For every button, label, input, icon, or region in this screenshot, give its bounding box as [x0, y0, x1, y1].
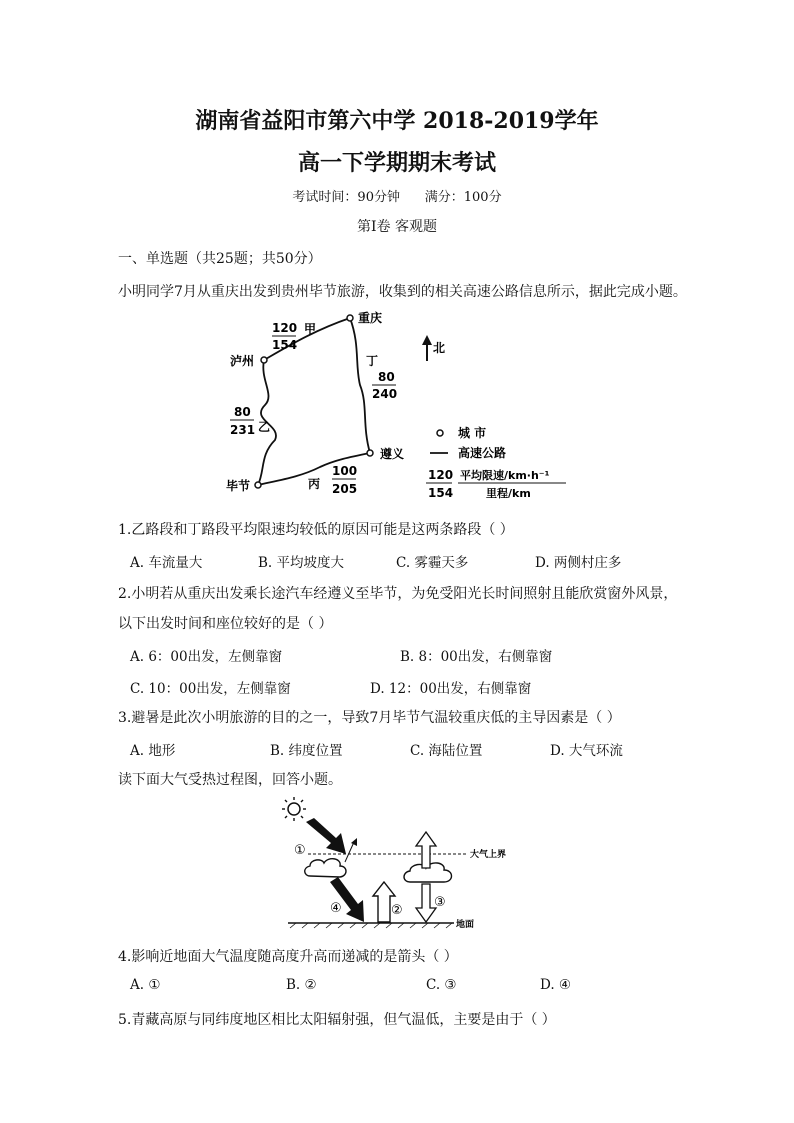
arrow-1-label: ① [294, 843, 306, 858]
city-zunyi-label: 遵义 [380, 447, 405, 461]
road-bing-distance: 205 [332, 482, 358, 496]
city-chongqing-label: 重庆 [358, 311, 383, 325]
road-bing-name: 丙 [308, 477, 321, 491]
q2-stem-line2: 以下出发时间和座位较好的是（ ） [118, 616, 333, 632]
section-heading: 一、单选题（共25题；共50分） [118, 251, 322, 267]
intro-diagram: 读下面大气受热过程图，回答小题。 [118, 772, 342, 788]
arrow-2-label: ② [391, 903, 403, 918]
q2-option-b: B. 8：00出发，右侧靠窗 [400, 649, 553, 665]
q2-stem-line1: 2.小明若从重庆出发乘长途汽车经遵义至毕节，为免受阳光长时间照射且能欣赏窗外风景， [118, 586, 678, 602]
road-ding [350, 318, 370, 453]
exam-meta: 考试时间：90分钟 满分：100分 [292, 190, 502, 205]
road-yi-distance: 231 [230, 423, 256, 437]
road-yi-name: 乙 [258, 420, 271, 434]
q4-option-a: A. ① [130, 977, 161, 993]
road-ding-speed: 80 [378, 370, 395, 384]
q3-option-b: B. 纬度位置 [270, 743, 343, 759]
north-arrow-icon [422, 335, 432, 361]
legend-distance-label: 里程/km [486, 487, 531, 500]
q1-option-d: D. 两侧村庄多 [535, 555, 622, 571]
city-luzhou-marker [261, 357, 267, 363]
road-ding-name: 丁 [366, 354, 379, 368]
q1-option-c: C. 雾霾天多 [396, 555, 469, 571]
q4-stem: 4.影响近地面大气温度随高度升高而递减的是箭头（ ） [118, 949, 458, 965]
city-luzhou-label: 泸州 [230, 354, 255, 368]
north-label: 北 [433, 341, 446, 355]
q3-option-a: A. 地形 [130, 743, 176, 759]
road-ding-distance: 240 [372, 387, 398, 401]
legend-speed-label: 平均限速/km·h⁻¹ [460, 469, 550, 482]
arrow-4-label: ④ [330, 901, 342, 916]
section-intro: 小明同学7月从重庆出发到贵州毕节旅游，收集到的相关高速公路信息所示，据此完成小题。 [118, 284, 687, 300]
ground-label: 地面 [456, 920, 475, 930]
q1-stem: 1.乙路段和丁路段平均限速均较低的原因可能是这两条路段（ ） [118, 522, 514, 538]
q2-option-c: C. 10：00出发，左侧靠窗 [130, 681, 291, 697]
legend-sample-distance: 154 [428, 486, 454, 500]
arrow-3-down [416, 884, 436, 922]
road-yi-speed: 80 [234, 405, 251, 419]
document-title: 湖南省益阳市第六中学 2018-2019学年 [195, 108, 599, 134]
city-bijie-label: 毕节 [226, 479, 251, 493]
atmosphere-heating-diagram [278, 796, 528, 934]
q4-option-c: C. ③ [426, 977, 457, 993]
atmosphere-top-label: 大气上界 [470, 850, 507, 860]
road-jia-speed: 120 [272, 321, 298, 335]
cloud-left [305, 859, 346, 877]
q5-stem: 5.青藏高原与同纬度地区相比太阳辐射强，但气温低，主要是由于（ ） [118, 1012, 556, 1028]
legend-highway-label: 高速公路 [458, 446, 507, 460]
legend-sample-speed: 120 [428, 468, 454, 482]
city-bijie-marker [255, 482, 261, 488]
q2-option-a: A. 6：00出发，左侧靠窗 [130, 649, 283, 665]
city-chongqing-marker [347, 315, 353, 321]
q3-option-d: D. 大气环流 [550, 743, 623, 759]
document-subtitle: 高一下学期期末考试 [297, 150, 496, 176]
road-bing-speed: 100 [332, 464, 358, 478]
legend-city-icon [437, 430, 443, 436]
arrow-1 [306, 818, 346, 854]
sun-icon [282, 797, 306, 821]
q3-option-c: C. 海陆位置 [410, 743, 483, 759]
road-jia-distance: 154 [272, 338, 298, 352]
highway-map [220, 305, 580, 510]
volume-heading: 第Ⅰ卷 客观题 [357, 219, 437, 235]
q3-stem: 3.避暑是此次小明旅游的目的之一，导致7月毕节气温较重庆低的主导因素是（ ） [118, 710, 621, 726]
city-zunyi-marker [367, 450, 373, 456]
arrow-3-label: ③ [434, 895, 446, 910]
q1-option-a: A. 车流量大 [130, 555, 203, 571]
q2-option-d: D. 12：00出发，右侧靠窗 [370, 681, 532, 697]
q1-option-b: B. 平均坡度大 [258, 555, 345, 571]
legend-city-label: 城 市 [458, 426, 487, 440]
q4-option-d: D. ④ [540, 977, 572, 993]
road-jia-name: 甲 [304, 322, 317, 336]
q4-option-b: B. ② [286, 977, 317, 993]
